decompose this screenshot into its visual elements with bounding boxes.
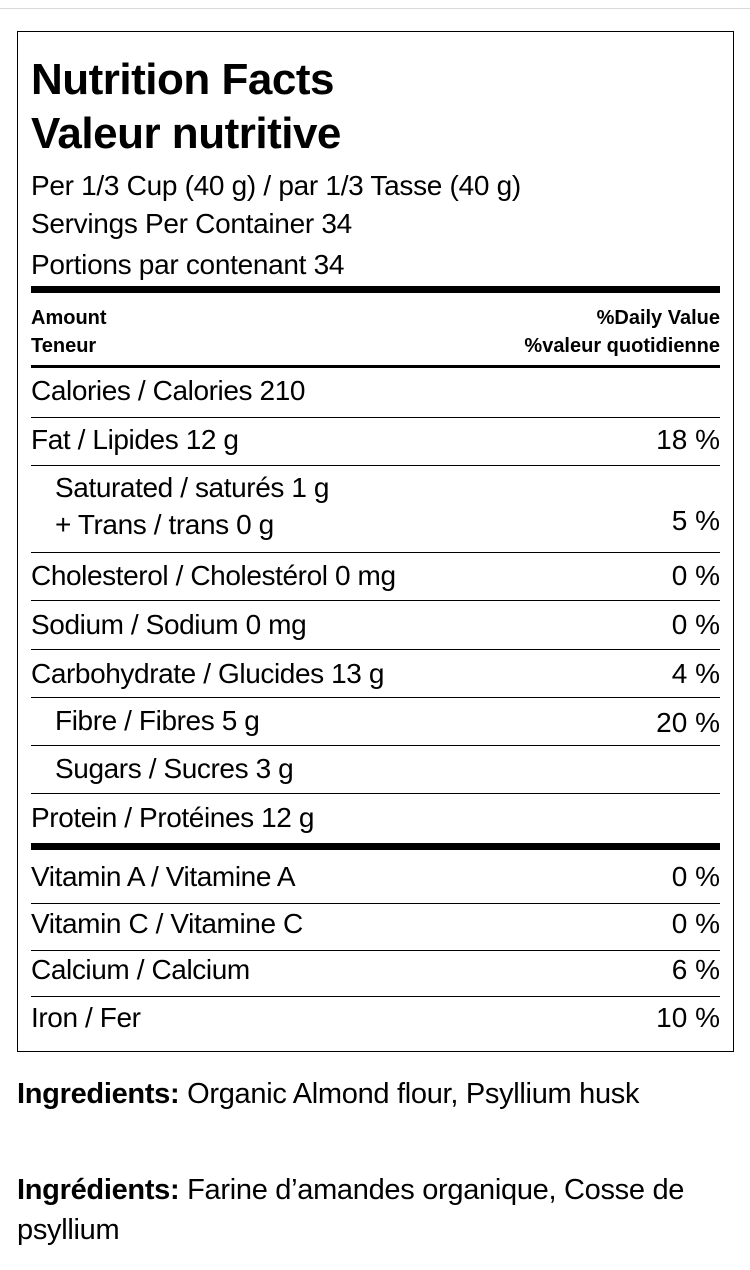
trans-label: + Trans / trans 0 g	[55, 509, 274, 540]
row-divider	[31, 793, 720, 794]
ingredients-en-heading: Ingredients:	[17, 1078, 180, 1110]
daily-value-header-en: %Daily Value	[596, 307, 720, 329]
amount-header-en: Amount	[31, 307, 107, 329]
ingredients-en	[17, 1074, 717, 1114]
cholesterol-value: 0 %	[671, 560, 720, 591]
sodium-label: Sodium / Sodium 0 mg	[31, 609, 307, 640]
vitamin-c-label: Vitamin C / Vitamine C	[31, 908, 303, 939]
top-rule	[0, 0, 750, 9]
amount-header-fr: Teneur	[31, 335, 97, 357]
iron-label: Iron / Fer	[31, 1002, 141, 1033]
calories-row: Calories / Calories 210	[31, 375, 306, 406]
row-divider	[31, 649, 720, 650]
sodium-value: 0 %	[671, 609, 720, 640]
calcium-value: 6 %	[671, 954, 720, 985]
header-divider	[31, 365, 720, 368]
daily-value-header-fr: %valeur quotidienne	[524, 335, 720, 357]
protein-label: Protein / Protéines 12 g	[31, 802, 315, 833]
ingredients-fr-heading: Ingrédients:	[17, 1174, 180, 1206]
servings-per-container-fr: Portions par contenant 34	[31, 249, 345, 280]
fibre-label: Fibre / Fibres 5 g	[55, 705, 260, 736]
servings-per-container-en: Servings Per Container 34	[31, 208, 352, 239]
saturated-label: Saturated / saturés 1 g	[55, 472, 330, 503]
title-fr: Valeur nutritive	[31, 109, 341, 158]
fibre-value: 20 %	[656, 707, 720, 738]
row-divider	[31, 600, 720, 601]
row-divider	[31, 996, 720, 997]
row-divider	[31, 745, 720, 746]
calcium-label: Calcium / Calcium	[31, 954, 250, 985]
ingredients-en-text: Organic Almond flour, Psyllium husk	[179, 1078, 640, 1110]
carbohydrate-label: Carbohydrate / Glucides 13 g	[31, 658, 385, 689]
fat-label: Fat / Lipides 12 g	[31, 424, 239, 455]
sugars-label: Sugars / Sucres 3 g	[55, 753, 294, 784]
row-divider	[31, 417, 720, 418]
ingredients-fr-text: Farine d’amandes organique, Cosse de psyllium	[17, 1174, 685, 1246]
thick-divider	[31, 843, 720, 850]
row-divider	[31, 465, 720, 466]
vitamin-c-value: 0 %	[671, 908, 720, 939]
nutrition-facts-panel	[17, 31, 734, 1052]
saturated-trans-value: 5 %	[671, 505, 720, 536]
iron-value: 10 %	[656, 1002, 720, 1033]
carbohydrate-value: 4 %	[671, 658, 720, 689]
row-divider	[31, 552, 720, 553]
row-divider	[31, 950, 720, 951]
ingredients-fr	[17, 1170, 717, 1250]
title-en: Nutrition Facts	[31, 55, 334, 104]
thick-divider	[31, 286, 720, 293]
serving-size: Per 1/3 Cup (40 g) / par 1/3 Tasse (40 g)	[31, 170, 521, 201]
fat-value: 18 %	[656, 424, 720, 455]
vitamin-a-label: Vitamin A / Vitamine A	[31, 861, 296, 892]
row-divider	[31, 697, 720, 698]
vitamin-a-value: 0 %	[671, 861, 720, 892]
cholesterol-label: Cholesterol / Cholestérol 0 mg	[31, 560, 396, 591]
row-divider	[31, 903, 720, 904]
